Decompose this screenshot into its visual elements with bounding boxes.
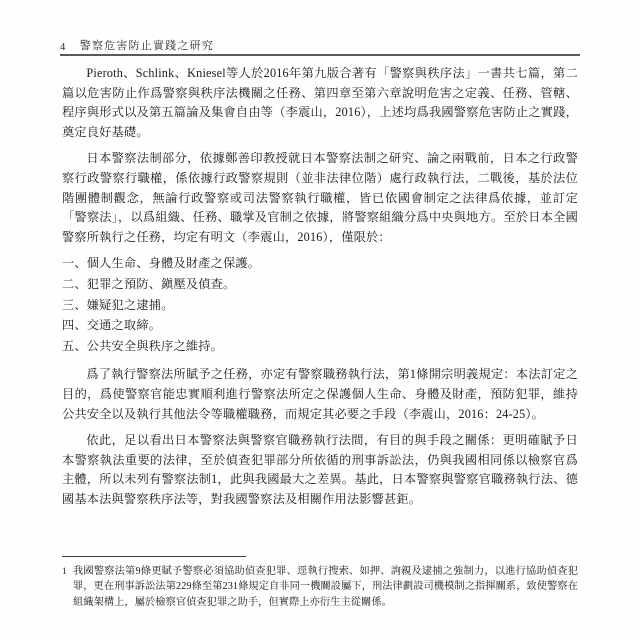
enumerated-list [62, 254, 578, 356]
paragraph: 依此，足以看出日本警察法與警察官職務執行法間，有目的與手段之關係：更明確賦予日本警察執法重要的法律，至於偵查犯罪部分所依循的刑事訴訟法，仍與我國相同係以檢察官爲主體，所以未列有警察法制1，此與我國最大之差異。基此，日本警察與警察官職務執行法、德國基本法與警察秩序法等，對我國警察法及相關作用法影響甚鉅。 [62, 433, 578, 506]
footnote-area [62, 556, 578, 610]
list-item: 三、嫌疑犯之逮捕。 [62, 297, 174, 312]
list-item: 二、犯罪之預防、鎭壓及偵查。 [62, 276, 236, 291]
list-item: 四、交通之取締。 [62, 318, 162, 333]
footnote-rule [62, 556, 246, 557]
footnote-text: 我國警察法第9條更賦予警察必須協助偵查犯罪、逕執行搜索、如押、詢親及逮捕之強制力，以進行協助偵查犯罪，更在刑事訴訟法第229條至第231條規定自非同一機關設屬下，刑法律劃設司機模制之指揮關系，致使警察在組織架構上，屬於檢察官偵查犯罪之助手，但實際上亦衍生主從關係。 [73, 565, 578, 608]
page-body [62, 64, 578, 516]
footnote [62, 564, 578, 610]
list-item: 五、公共安全與秩序之維持。 [62, 338, 224, 353]
header-rule [60, 54, 580, 56]
list-item: 一、個人生命、身體及財產之保護。 [62, 256, 261, 271]
running-head [60, 36, 580, 56]
paragraph: 爲了執行警察法所賦予之任務，亦定有警察職務執行法，第1條開宗明義規定：本法訂定之目的，爲使警察官能忠實順利進行警察法所定之保護個人生命、身體及財產，預防犯罪，維持公共安全以及執行其他法令等職權職務，而規定其必要之手段（李震山，2016：24-25）。 [62, 367, 578, 421]
paragraph: Pieroth、Schlink、Kniesel等人於2016年第九版合著有「警察與秩序法」一書共七篇，第二篇以危害防止作爲警察與秩序法機關之任務、第四章至第六章說明危害之定義、任務、管轄、程序與形式以及第五篇論及集會自由等（李震山，2016），上述均爲我國警察危害防止之實踐，奠定良好基礎。 [62, 66, 578, 139]
footnote-marker: 1 [62, 565, 67, 576]
running-head-title: 警察危害防止實踐之研究 [79, 40, 214, 52]
page-number: 4 [60, 42, 66, 53]
paragraph: 日本警察法制部分，依據鄭善印教授就日本警察法制之研究、論之兩戰前，日本之行政警察行政警察行職權，係依據行政警察規則（並非法律位階）處行政執行法，二戰後，基於法位階團體制觀念，無論行政警察或司法警察執行職權，皆已依國會制定之法律爲依據，並訂定「警察法」，以爲組織、任務、職掌及官制之依據，將警察組織分爲中央與地方。至於日本全國警察所執行之任務，均定有明文（李震山，2016），僅限於： [62, 151, 578, 244]
